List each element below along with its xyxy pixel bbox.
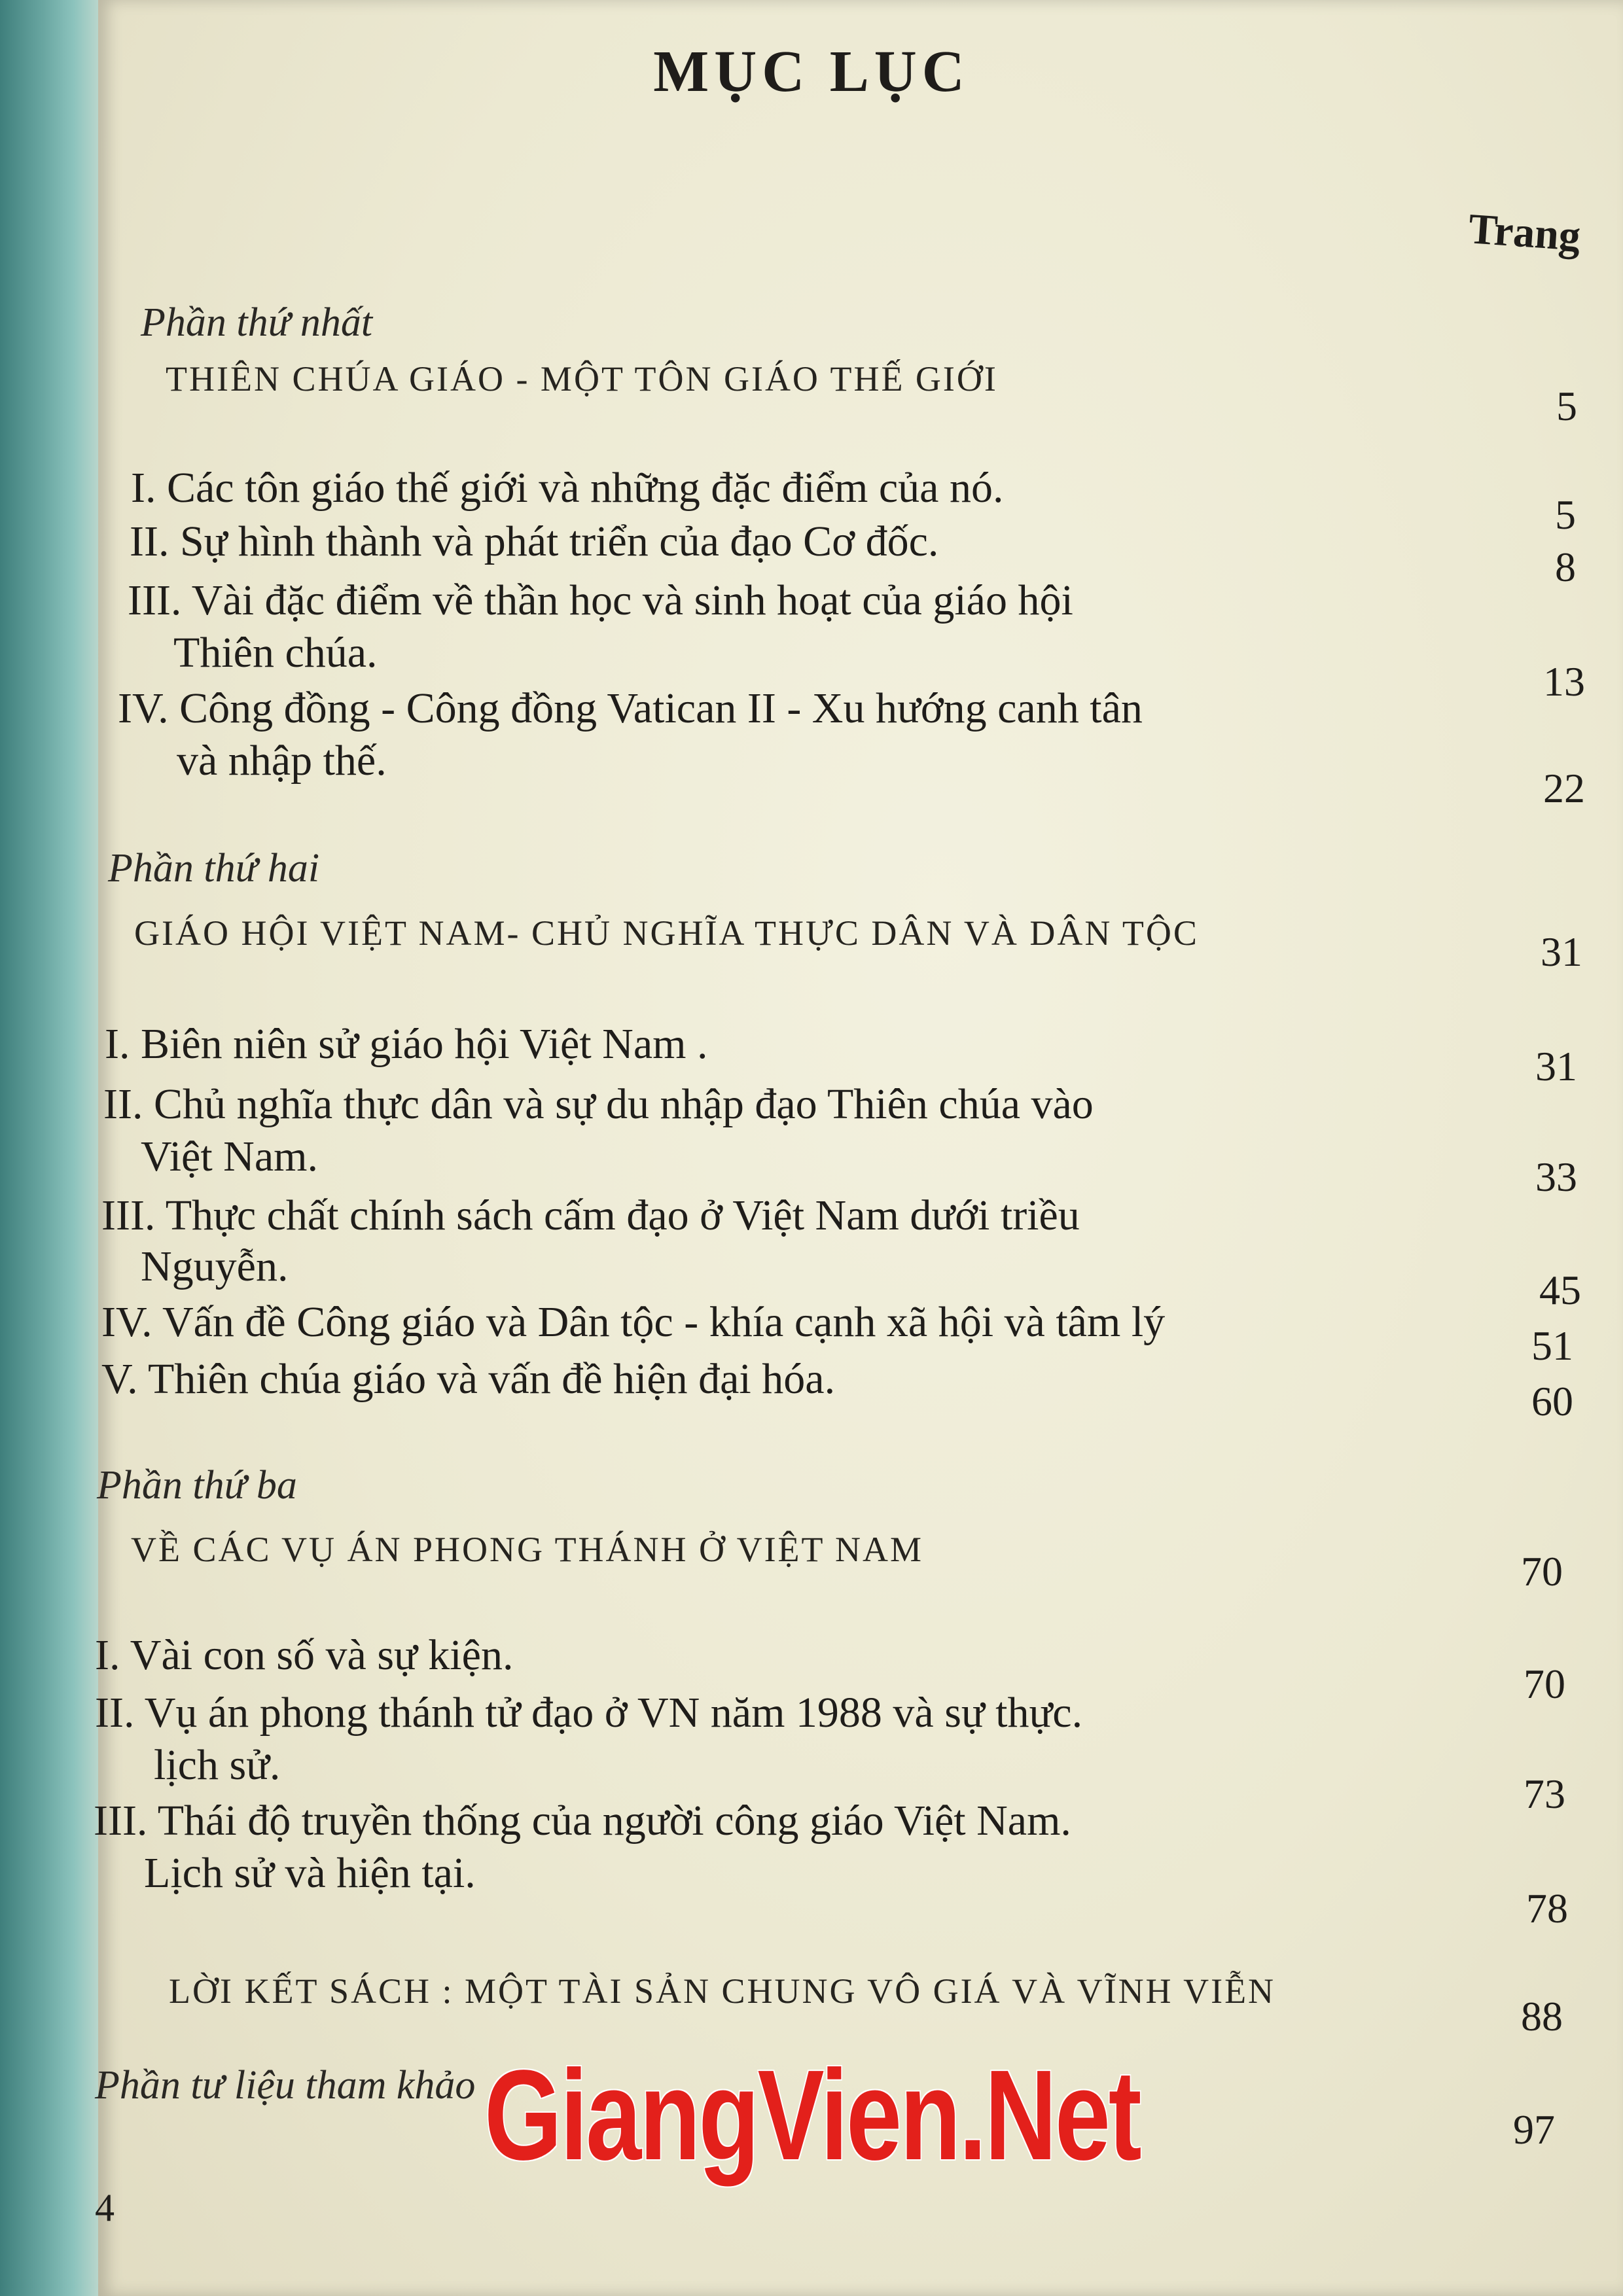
toc-item-1-3-cont: Thiên chúa. <box>173 629 378 677</box>
toc-item-2-3-cont: Nguyễn. <box>141 1243 289 1290</box>
part-1-heading: THIÊN CHÚA GIÁO - MỘT TÔN GIÁO THẾ GIỚI <box>166 359 998 398</box>
toc-item-1-4-page: 22 <box>1543 765 1585 811</box>
toc-item-1-1-page: 5 <box>1555 491 1576 538</box>
closing-page: 88 <box>1521 1993 1563 2040</box>
closing-heading: LỜI KẾT SÁCH : MỘT TÀI SẢN CHUNG VÔ GIÁ VÀ VĨNH VIỄN <box>169 1971 1276 2011</box>
toc-item-1-3: III. Vài đặc điểm về thần học và sinh hoạt của giáo hội <box>128 576 1073 624</box>
toc-item-3-3-page: 78 <box>1526 1885 1568 1932</box>
toc-item-2-4: IV. Vấn đề Công giáo và Dân tộc - khía cạnh xã hội và tâm lý <box>101 1298 1166 1346</box>
part-1-heading-page: 5 <box>1556 383 1577 429</box>
toc-item-2-3-page: 45 <box>1539 1267 1581 1313</box>
toc-item-2-5-page: 60 <box>1531 1378 1573 1424</box>
toc-item-1-3-page: 13 <box>1543 658 1585 705</box>
page-title: MỤC LỤC <box>653 39 970 104</box>
watermark: GiangVien.Net <box>484 2043 1140 2187</box>
page-column-label: Trang <box>1467 205 1582 260</box>
toc-item-3-2: II. Vụ án phong thánh tử đạo ở VN năm 1988 và sự thực. <box>95 1689 1083 1737</box>
toc-item-3-3-cont: Lịch sử và hiện tại. <box>144 1849 476 1897</box>
part-3-label: Phần thứ ba <box>97 1463 297 1508</box>
appendix-page: 97 <box>1513 2106 1555 2153</box>
part-3-heading-page: 70 <box>1521 1548 1563 1595</box>
toc-item-3-1-page: 70 <box>1524 1661 1565 1707</box>
part-3-heading: VỀ CÁC VỤ ÁN PHONG THÁNH Ở VIỆT NAM <box>131 1530 924 1569</box>
toc-item-3-1: I. Vài con số và sự kiện. <box>95 1631 514 1679</box>
toc-item-2-2: II. Chủ nghĩa thực dân và sự du nhập đạo Thiên chúa vào <box>103 1080 1094 1128</box>
toc-item-2-1: I. Biên niên sử giáo hội Việt Nam . <box>105 1020 708 1068</box>
toc-item-2-2-page: 33 <box>1535 1154 1577 1200</box>
toc-item-1-4: IV. Công đồng - Công đồng Vatican II - Xu hướng canh tân <box>118 684 1143 732</box>
toc-item-2-4-page: 51 <box>1531 1322 1573 1369</box>
toc-item-1-2: II. Sự hình thành và phát triển của đạo Cơ đốc. <box>130 518 939 565</box>
page-number: 4 <box>95 2186 115 2229</box>
appendix-label: Phần tư liệu tham khảo <box>95 2063 476 2108</box>
toc-item-1-4-cont: và nhập thế. <box>177 737 387 785</box>
part-1-label: Phần thứ nhất <box>141 300 373 345</box>
toc-item-2-1-page: 31 <box>1535 1043 1577 1089</box>
part-2-heading: GIÁO HỘI VIỆT NAM- CHỦ NGHĨA THỰC DÂN VÀ DÂN TỘC <box>134 913 1199 953</box>
toc-item-2-2-cont: Việt Nam. <box>141 1133 318 1180</box>
part-2-label: Phần thứ hai <box>108 846 320 891</box>
toc-item-3-2-cont: lịch sử. <box>154 1741 281 1789</box>
toc-item-2-3: III. Thực chất chính sách cấm đạo ở Việt Nam dưới triều <box>101 1192 1080 1239</box>
toc-item-1-1: I. Các tôn giáo thế giới và những đặc điểm của nó. <box>131 464 1004 512</box>
part-2-heading-page: 31 <box>1541 928 1582 975</box>
toc-item-3-2-page: 73 <box>1524 1771 1565 1817</box>
toc-item-3-3: III. Thái độ truyền thống của người công giáo Việt Nam. <box>94 1797 1071 1845</box>
toc-item-2-5: V. Thiên chúa giáo và vấn đề hiện đại hóa. <box>101 1355 836 1403</box>
toc-item-1-2-page: 8 <box>1555 544 1576 590</box>
book-cover-edge <box>0 0 98 2296</box>
